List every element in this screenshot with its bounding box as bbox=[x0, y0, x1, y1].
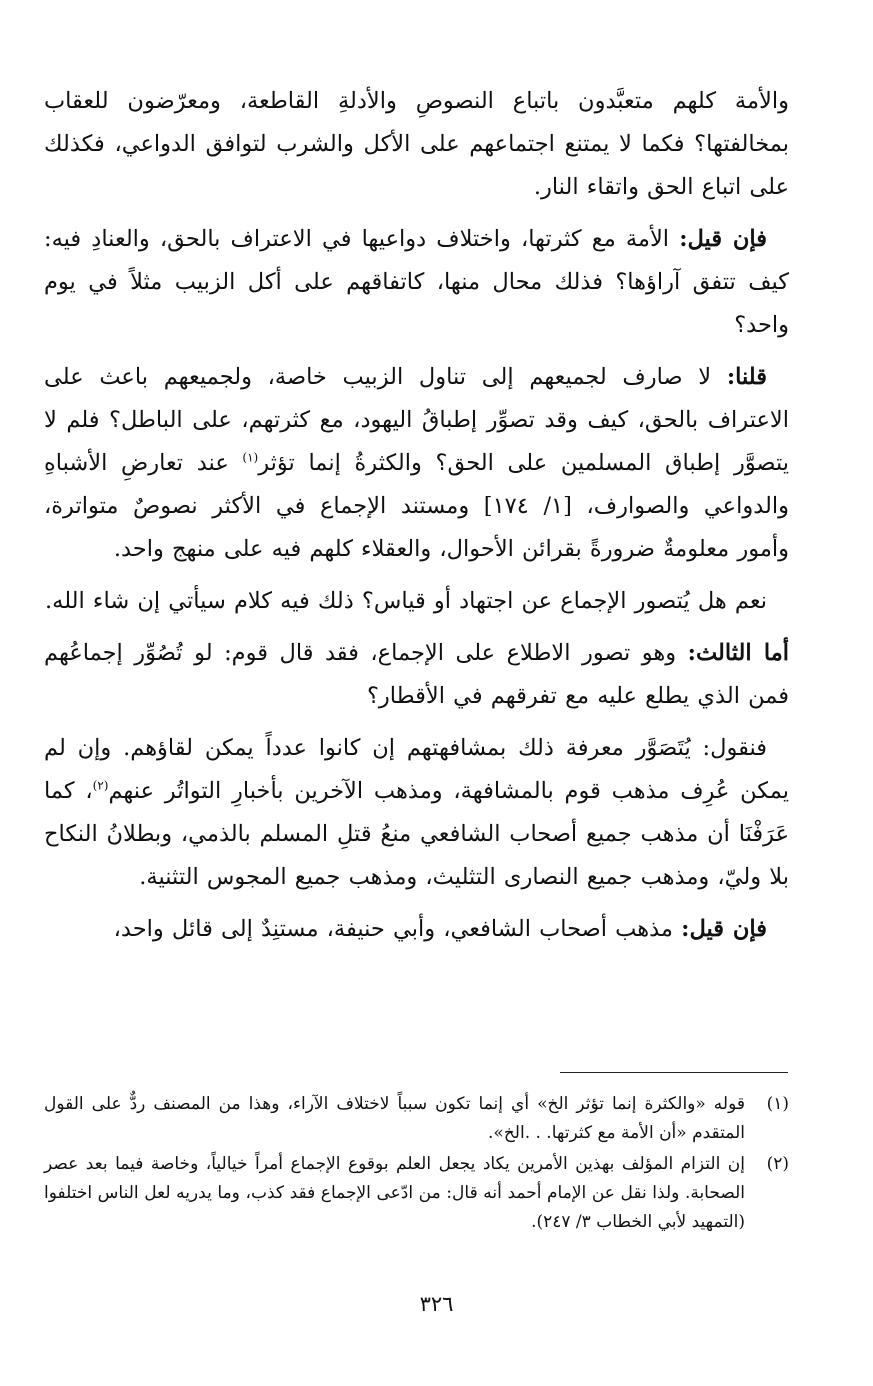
paragraph-6 bbox=[44, 727, 789, 899]
footnote-1 bbox=[44, 1090, 789, 1148]
footnote-text: إن التزام المؤلف بهذين الأمرين يكاد يجعل العلم بوقوع الإجماع أمراً خيالياً، وخاصة فيما بعد عصر الصحابة. ولذا نقل عن الإمام أحمد أنه قال: من ادّعى الإجماع فقد كذب، وما يدريه لعل الناس اختلفوا (التمهيد لأبي الخطاب ٣/ ٢٤٧). bbox=[44, 1154, 745, 1232]
footnotes bbox=[44, 1090, 789, 1239]
paragraph-lead: فإن قيل: bbox=[679, 226, 768, 252]
paragraph-text: نعم هل يُتصور الإجماع عن اجتهاد أو قياس؟ ذلك فيه كلام سيأتي إن شاء الله. bbox=[45, 588, 767, 614]
paragraph-7 bbox=[44, 908, 789, 951]
paragraph-lead: قلنا: bbox=[726, 364, 767, 390]
paragraph-text: لا صارف لجميعهم إلى تناول الزبيب خاصة، ولجميعهم باعث على الاعتراف بالحق، كيف وقد تصوِّر إطباقُ اليهود، مع كثرتهم، على الباطل؟ فلم لا يتصوَّر إطباق المسلمين على الحق؟ والكثرةُ إنما تؤثر bbox=[44, 364, 790, 476]
paragraph-1 bbox=[44, 80, 789, 209]
paragraph-lead: أما الثالث: bbox=[687, 640, 790, 666]
footnote-text: قوله «والكثرة إنما تؤثر الخ» أي إنما تكون سبباً لاختلاف الآراء، وهذا من المصنف ردٌّ على القول المتقدم «أن الأمة مع كثرتها. . .الخ». bbox=[44, 1094, 745, 1143]
paragraph-4 bbox=[44, 580, 789, 623]
paragraph-text-tail: عند تعارضِ الأشباهِ والدواعي والصوارف، [١/ ١٧٤] ومستند الإجماع في الأكثر نصوصٌ متواترة، وأمور معلومةٌ ضرورةً بقرائن الأحوال، والعقلاء كلهم فيه على منهج واحد. bbox=[44, 450, 790, 562]
page-body bbox=[44, 80, 789, 960]
footnote-number: (١) bbox=[766, 1094, 789, 1114]
paragraph-text: وهو تصور الاطلاع على الإجماع، فقد قال قوم: لو تُصُوِّر إجماعُهم فمن الذي يطلع عليه مع تفرقهم في الأقطار؟ bbox=[44, 640, 789, 709]
paragraph-2 bbox=[44, 218, 789, 347]
paragraph-text-tail: ، كما عَرَفْنَا أن مذهب جميع أصحاب الشافعي منعُ قتلِ المسلم بالذمي، وبطلانُ النكاح بلا وليّ، ومذهب جميع النصارى التثليث، ومذهب جميع المجوس التثنية. bbox=[44, 778, 789, 890]
paragraph-text: الأمة مع كثرتها، واختلاف دواعيها في الاعتراف بالحق، والعنادِ فيه: كيف تتفق آراؤها؟ فذلك محال منها، كاتفاقهم على أكل الزبيب مثلاً في يوم واحد؟ bbox=[44, 226, 789, 338]
paragraph-text: مذهب أصحاب الشافعي، وأبي حنيفة، مستنِدٌ إلى قائل واحد، bbox=[113, 916, 682, 942]
footnote-2 bbox=[44, 1150, 789, 1237]
paragraph-3 bbox=[44, 356, 789, 571]
paragraph-lead: فإن قيل: bbox=[681, 916, 767, 942]
footnote-number: (٢) bbox=[766, 1154, 789, 1174]
page-number: ٣٢٦ bbox=[419, 1292, 454, 1316]
footnote-ref-1[interactable]: (١) bbox=[242, 450, 259, 465]
paragraph-text: والأمة كلهم متعبَّدون باتباع النصوصِ والأدلةِ القاطعة، ومعرّضون للعقاب بمخالفتها؟ فكما لا يمتنع اجتماعهم على الأكل والشرب لتوافق الدواعي، فكذلك على اتباع الحق واتقاء النار. bbox=[44, 88, 789, 200]
footnote-ref-2[interactable]: (٢) bbox=[92, 778, 109, 793]
paragraph-5 bbox=[44, 632, 789, 718]
paragraph-text: فنقول: يُتَصَوَّر معرفة ذلك بمشافهتهم إن كانوا عدداً يمكن لقاؤهم. وإن لم يمكن عُرِف مذهب قوم بالمشافهة، ومذهب الآخرين بأخبارِ التواتُر عنهم bbox=[44, 735, 789, 804]
footnote-separator bbox=[560, 1072, 788, 1073]
